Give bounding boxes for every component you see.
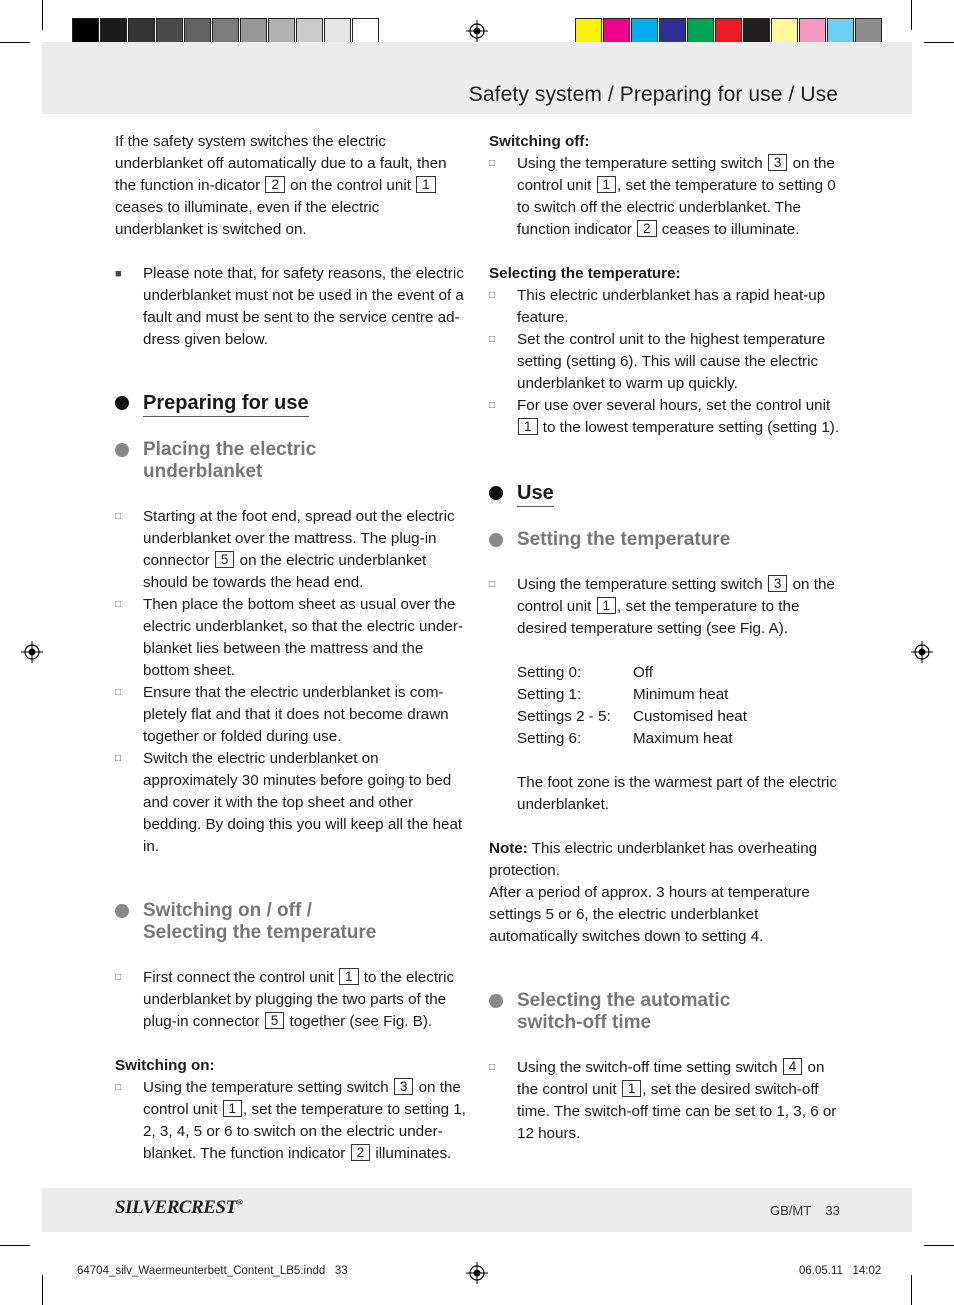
part-number-box: 2 bbox=[637, 220, 657, 237]
list-item-text: This electric underblanket has a rapid heat-up feature. bbox=[517, 287, 826, 326]
checkbox-bullet-icon: □ bbox=[115, 1082, 122, 1093]
heading-auto-switch-off: Selecting the automatic switch-off time bbox=[489, 990, 841, 1034]
checkbox-bullet-icon: □ bbox=[489, 334, 496, 345]
part-number-box: 3 bbox=[768, 575, 788, 592]
list-item bbox=[115, 263, 467, 351]
part-number-box: 1 bbox=[518, 418, 538, 435]
part-number-box: 5 bbox=[265, 1012, 285, 1029]
list-item bbox=[489, 574, 841, 640]
checkbox-bullet-icon: □ bbox=[115, 972, 122, 983]
square-bullet-icon: ■ bbox=[115, 268, 122, 280]
bullet-dot-icon bbox=[489, 533, 503, 547]
list-item-text: Ensure that the electric underblanket is com-pletely flat and that it does not become drawn together or folded during use. bbox=[143, 684, 449, 745]
list-item bbox=[115, 594, 467, 682]
note-text-2: After a period of approx. 3 hours at temperature settings 5 or 6, the electric underblanket automatically switches down to setting 4. bbox=[489, 884, 810, 945]
list-item bbox=[115, 682, 467, 748]
checkbox-bullet-icon: □ bbox=[489, 400, 496, 411]
checkbox-bullet-icon: □ bbox=[115, 753, 122, 764]
connect-text: First connect the control unit 1 to the electric underblanket by plugging the two parts of the plug-in connector 5 together (see Fig. B). bbox=[143, 969, 455, 1030]
bullet-dot-icon bbox=[115, 904, 129, 918]
right-column bbox=[489, 131, 841, 1145]
bullet-dot-icon bbox=[489, 994, 503, 1008]
part-number-box: 2 bbox=[351, 1144, 371, 1161]
list-item-text: Then place the bottom sheet as usual over the electric underblanket, so that the electric under-blanket lies between the mattress and the bottom sheet. bbox=[143, 596, 463, 679]
list-item-text: For use over several hours, set the control unit 1 to the lowest temperature setting (setting 1). bbox=[517, 397, 840, 436]
switching-off-label: Switching off: bbox=[489, 133, 590, 150]
setting-value: Customised heat bbox=[633, 708, 747, 725]
checkbox-bullet-icon: □ bbox=[489, 579, 496, 590]
heading-use: Use bbox=[489, 482, 841, 507]
switch-on-text: Using the temperature setting switch 3 on the control unit 1 , set the temperature to setting 1, 2, 3, 4, 5 or 6 to switch on the electric under-blanket. The function indicator 2 illuminates. bbox=[143, 1079, 466, 1162]
list-item bbox=[115, 748, 467, 858]
list-item bbox=[489, 285, 841, 329]
list-item bbox=[489, 329, 841, 395]
note-paragraph bbox=[489, 838, 841, 882]
part-number-box: 5 bbox=[215, 551, 235, 568]
intro-paragraph: If the safety system switches the electric underblanket off automatically due to a fault, then the function in-dicator 2 on the control unit 1 ceases to illuminate, even if the electric underblanket is switched on. bbox=[115, 133, 447, 238]
part-number-box: 1 bbox=[416, 176, 436, 193]
foot-zone-text: The foot zone is the warmest part of the electric underblanket. bbox=[517, 774, 837, 813]
list-item bbox=[115, 967, 467, 1033]
bullet-dot-icon bbox=[115, 443, 129, 457]
note-text-1: This electric underblanket has overheating protection. bbox=[489, 840, 818, 879]
list-item-text: Set the control unit to the highest temperature setting (setting 6). This will cause the electric underblanket to warm up quickly. bbox=[517, 331, 826, 392]
note-label: Note: bbox=[489, 840, 528, 857]
setting-value: Maximum heat bbox=[633, 730, 733, 747]
setting-key: Setting 6: bbox=[517, 730, 582, 747]
list-item bbox=[115, 506, 467, 594]
checkbox-bullet-icon: □ bbox=[115, 511, 122, 522]
settings-table bbox=[489, 662, 841, 750]
part-number-box: 1 bbox=[597, 176, 617, 193]
list-item-text: Switch the electric underblanket on approximately 30 minutes before going to bed and cover it with the top sheet and other bedding. By doing this you will keep all the heat in. bbox=[143, 750, 463, 855]
heading-setting-temperature: Setting the temperature bbox=[489, 529, 841, 551]
list-item bbox=[489, 395, 841, 439]
list-item bbox=[115, 1077, 467, 1165]
registration-mark-icon bbox=[466, 20, 488, 42]
select-list bbox=[489, 285, 841, 439]
page-number: GB/MT 33 bbox=[770, 1203, 840, 1218]
page-title: Safety system / Preparing for use / Use bbox=[468, 83, 838, 106]
setting-text: Using the temperature setting switch 3 on the control unit 1 , set the temperature to the desired temperature setting (see Fig. A). bbox=[517, 576, 835, 637]
print-date: 06.05.11 14:02 bbox=[799, 1265, 882, 1277]
setting-value: Off bbox=[633, 664, 653, 681]
placing-list bbox=[115, 506, 467, 858]
registration-mark-icon bbox=[466, 1262, 488, 1284]
checkbox-bullet-icon: □ bbox=[489, 1062, 496, 1073]
list-item bbox=[489, 1057, 841, 1145]
setting-key: Setting 1: bbox=[517, 686, 582, 703]
setting-key: Setting 0: bbox=[517, 664, 582, 681]
heading-switching: Switching on / off / Selecting the temperature bbox=[115, 900, 467, 944]
selecting-temperature-label: Selecting the temperature: bbox=[489, 265, 681, 282]
checkbox-bullet-icon: □ bbox=[489, 290, 496, 301]
part-number-box: 1 bbox=[223, 1100, 243, 1117]
part-number-box: 1 bbox=[597, 597, 617, 614]
heading-placing: Placing the electric underblanket bbox=[115, 439, 467, 483]
setting-value: Minimum heat bbox=[633, 686, 729, 703]
part-number-box: 2 bbox=[265, 176, 285, 193]
left-column bbox=[115, 131, 467, 1165]
list-item bbox=[489, 153, 841, 241]
checkbox-bullet-icon: □ bbox=[115, 687, 122, 698]
switching-on-label: Switching on: bbox=[115, 1057, 215, 1074]
part-number-box: 4 bbox=[783, 1058, 803, 1075]
checkbox-bullet-icon: □ bbox=[115, 599, 122, 610]
part-number-box: 3 bbox=[768, 154, 788, 171]
list-item-text: Starting at the foot end, spread out the electric underblanket over the mattress. The plug-in connector 5 on the electric underblanket should be towards the head end. bbox=[143, 508, 455, 591]
bullet-dot-icon bbox=[115, 396, 129, 410]
indd-filename: 64704_silv_Waermeunterbett_Content_LB5.indd 33 bbox=[77, 1265, 348, 1277]
part-number-box: 3 bbox=[394, 1078, 414, 1095]
bullet-dot-icon bbox=[489, 486, 503, 500]
part-number-box: 1 bbox=[622, 1080, 642, 1097]
registration-mark-icon bbox=[21, 641, 43, 663]
setting-key: Settings 2 - 5: bbox=[517, 708, 611, 725]
heading-preparing-for-use: Preparing for use bbox=[115, 392, 467, 417]
auto-text: Using the switch-off time setting switch 4 on the control unit 1 , set the desired switch-off time. The switch-off time can be set to 1, 3, 6 or 12 hours. bbox=[517, 1059, 837, 1142]
part-number-box: 1 bbox=[339, 968, 359, 985]
brand-logo: SILVERCREST® bbox=[115, 1197, 243, 1218]
switch-off-text: Using the temperature setting switch 3 on the control unit 1 , set the temperature to setting 0 to switch off the electric underblanket. The function indicator 2 ceases to illuminate. bbox=[517, 155, 836, 238]
checkbox-bullet-icon: □ bbox=[489, 158, 496, 169]
registration-mark-icon bbox=[911, 641, 933, 663]
safety-note-text: Please note that, for safety reasons, the electric underblanket must not be used in the event of a fault and must be sent to the service centre ad-dress given below. bbox=[143, 265, 464, 348]
